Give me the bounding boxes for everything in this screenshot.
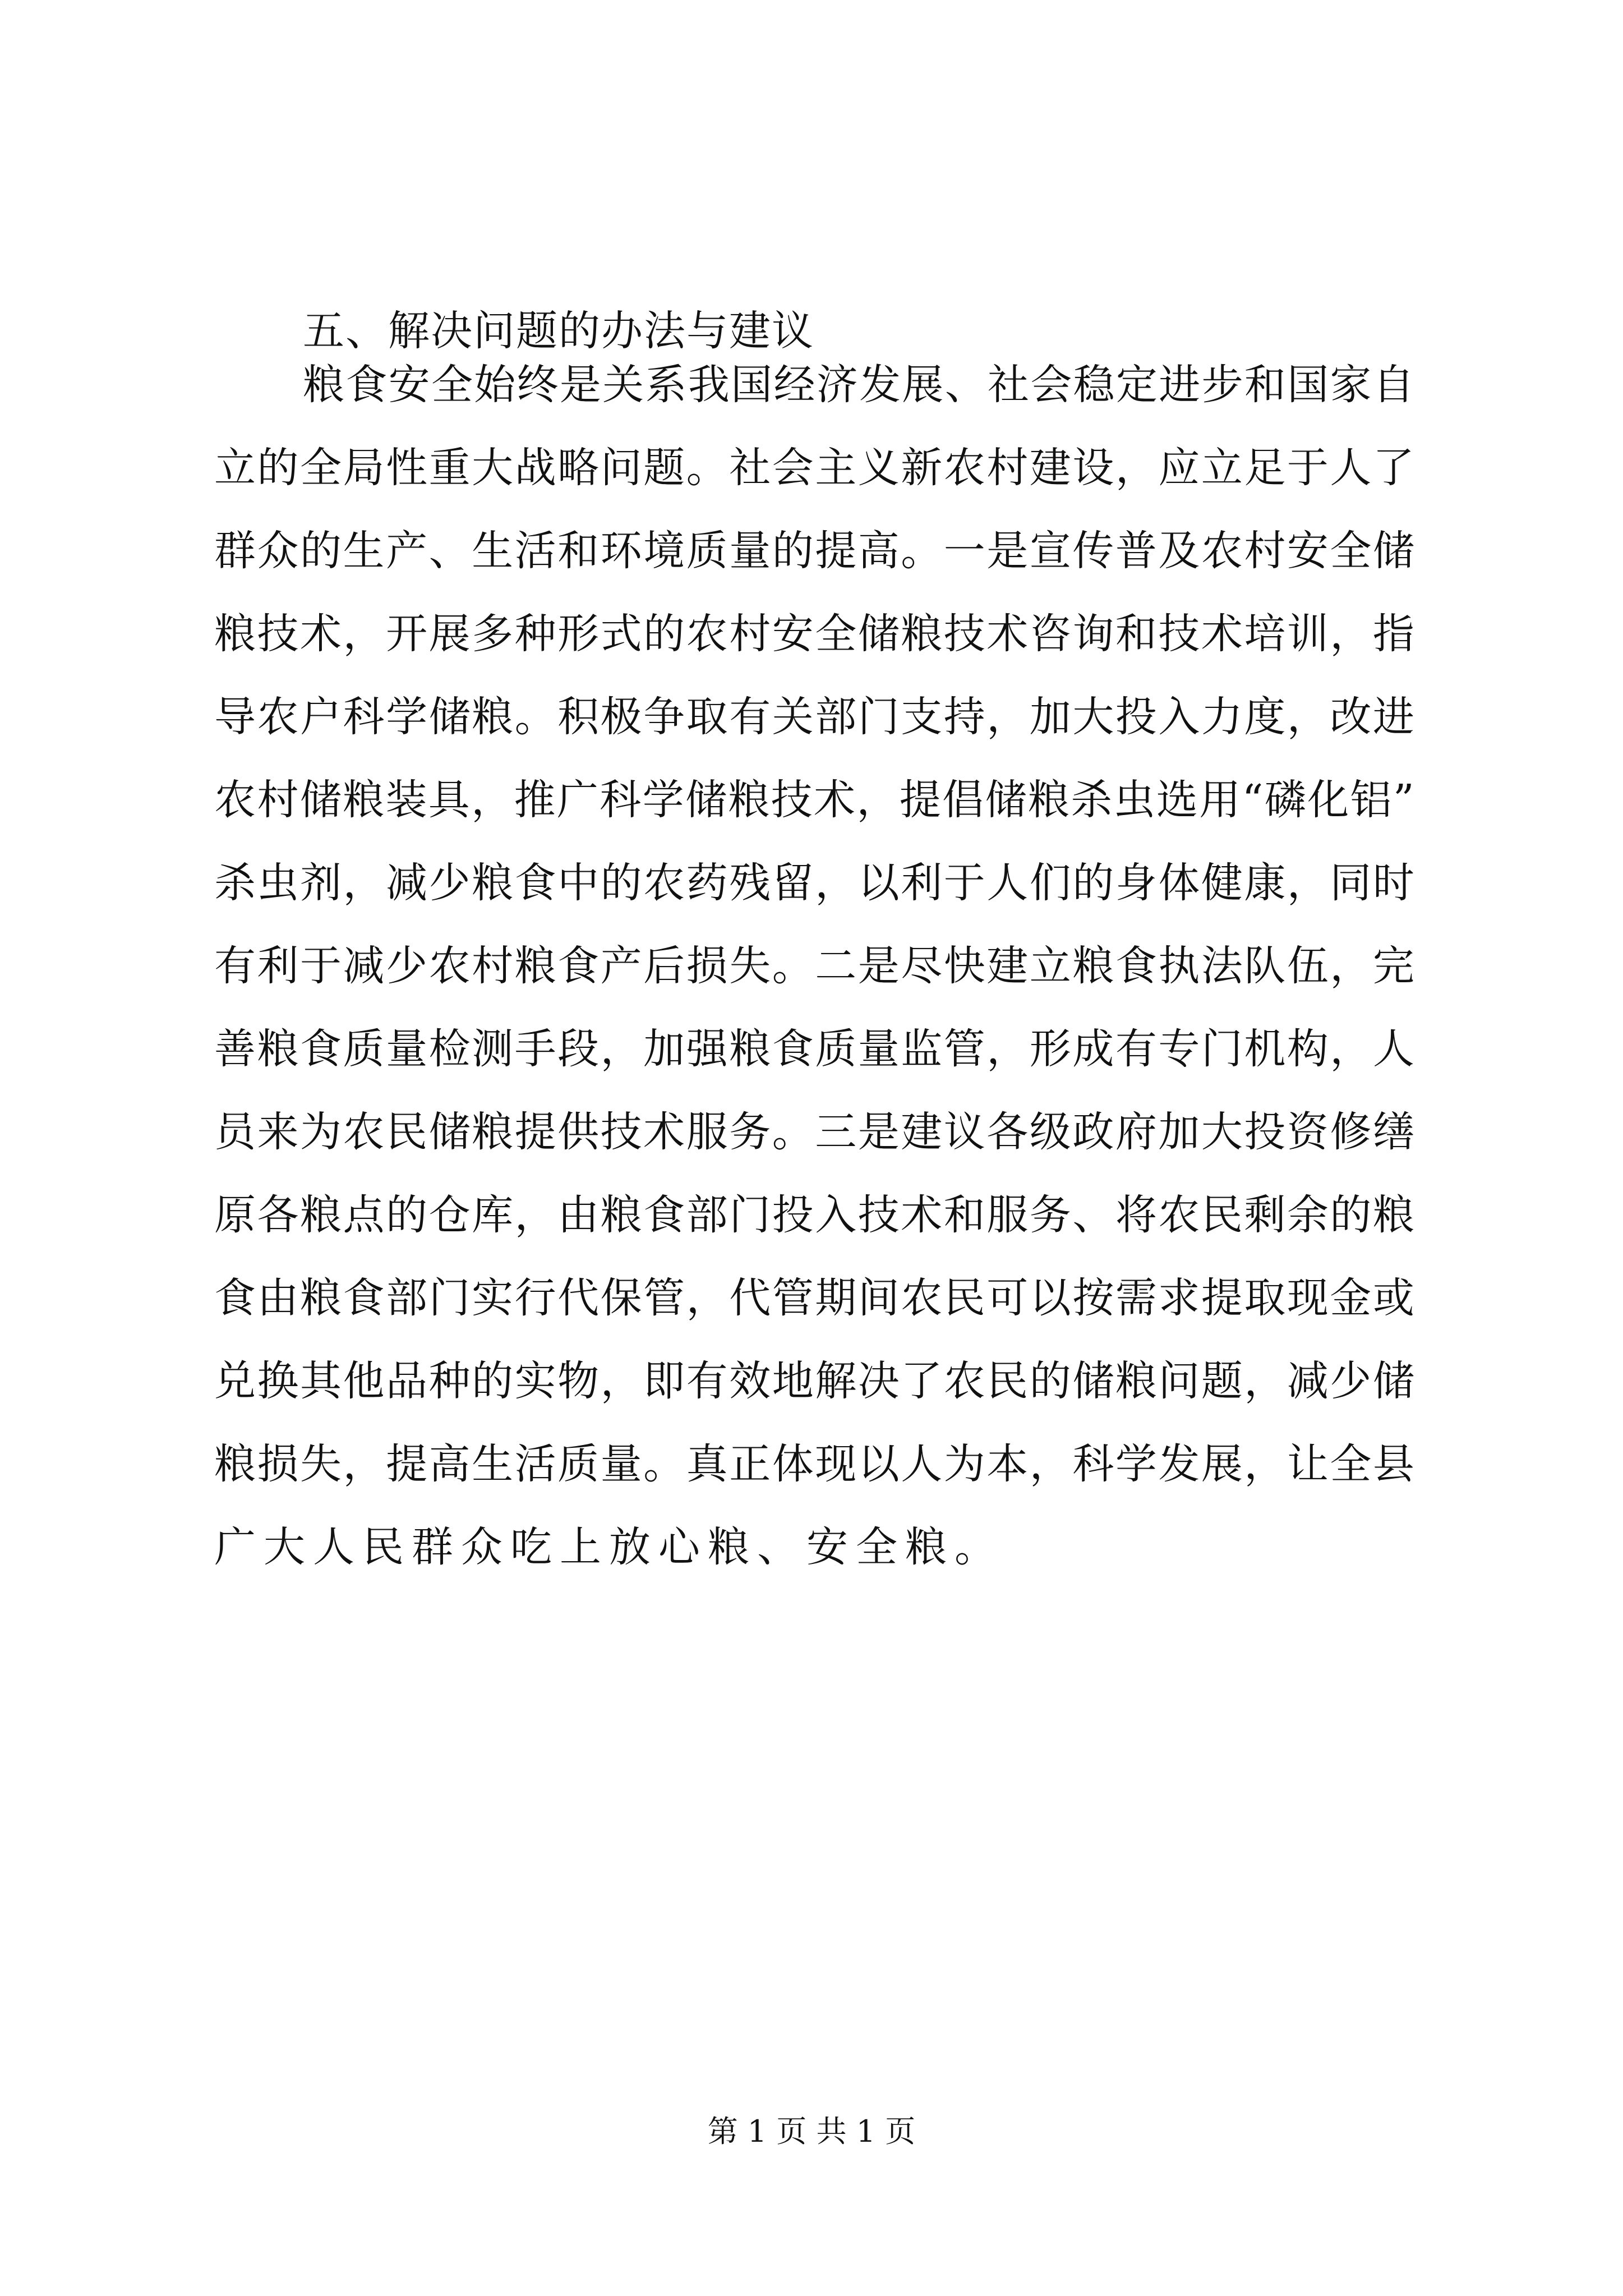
- paragraph-line: 员 来 为 农 民 储 粮 提 供 技 术 服 务 。 三 是 建 议 各 级 政 府 加 大 投 资 修 缮: [214, 1108, 1414, 1156]
- paragraph-line: 食 由 粮 食 部 门 实 行 代 保 管 ， 代 管 期 间 农 民 可 以 按 需 求 提 取 现 金 或: [214, 1274, 1414, 1322]
- paragraph-line: 兑 换 其 他 品 种 的 实 物 ， 即 有 效 地 解 决 了 农 民 的 储 粮 问 题 ， 减 少 储: [214, 1357, 1414, 1405]
- paragraph-line: 原 各 粮 点 的 仓 库 ， 由 粮 食 部 门 投 入 技 术 和 服 务 、 将 农 民 剩 余 的 粮: [214, 1191, 1414, 1239]
- paragraph-line: 有 利 于 减 少 农 村 粮 食 产 后 损 失 。 二 是 尽 快 建 立 粮 食 执 法 队 伍 ， 完: [214, 942, 1414, 990]
- paragraph-line: 导 农 户 科 学 储 粮 。 积 极 争 取 有 关 部 门 支 持 ， 加 大 投 入 力 度 ， 改 进: [214, 693, 1414, 741]
- paragraph: [214, 343, 1414, 1589]
- paragraph-line: 粮 食 安 全 始 终 是 关 系 我 国 经 济 发 展 、 社 会 稳 定 进 步 和 国 家 自: [303, 361, 1414, 409]
- paragraph-line: 广大人民群众吃上放心粮、安全粮。: [214, 1523, 1004, 1571]
- section-heading: 五、解决问题的办法与建议: [303, 307, 814, 355]
- paragraph-line: 杀 虫 剂 ， 减 少 粮 食 中 的 农 药 残 留 ， 以 利 于 人 们 的 身 体 健 康 ， 同 时: [214, 859, 1414, 907]
- page-footer: 第 1 页 共 1 页: [707, 2114, 916, 2149]
- paragraph-line: 粮 技 术 ， 开 展 多 种 形 式 的 农 村 安 全 储 粮 技 术 咨 询 和 技 术 培 训 ， 指: [214, 610, 1414, 658]
- paragraph-line: 立 的 全 局 性 重 大 战 略 问 题 。 社 会 主 义 新 农 村 建 设 ， 应 立 足 于 人 了: [214, 444, 1414, 492]
- paragraph-line: 群 众 的 生 产 、 生 活 和 环 境 质 量 的 提 高 。 一 是 宣 传 普 及 农 村 安 全 储: [214, 527, 1414, 575]
- paragraph-line: 善 粮 食 质 量 检 测 手 段 ， 加 强 粮 食 质 量 监 管 ， 形 成 有 专 门 机 构 ， 人: [214, 1025, 1414, 1073]
- paragraph-line: 粮 损 失 ， 提 高 生 活 质 量 。 真 正 体 现 以 人 为 本 ， 科 学 发 展 ， 让 全 县: [214, 1440, 1414, 1488]
- paragraph-line: 农 村 储 粮 装 具 ， 推 广 科 学 储 粮 技 术 ， 提 倡 储 粮 杀 虫 选 用 “ 磷 化 铝 ”: [214, 776, 1414, 824]
